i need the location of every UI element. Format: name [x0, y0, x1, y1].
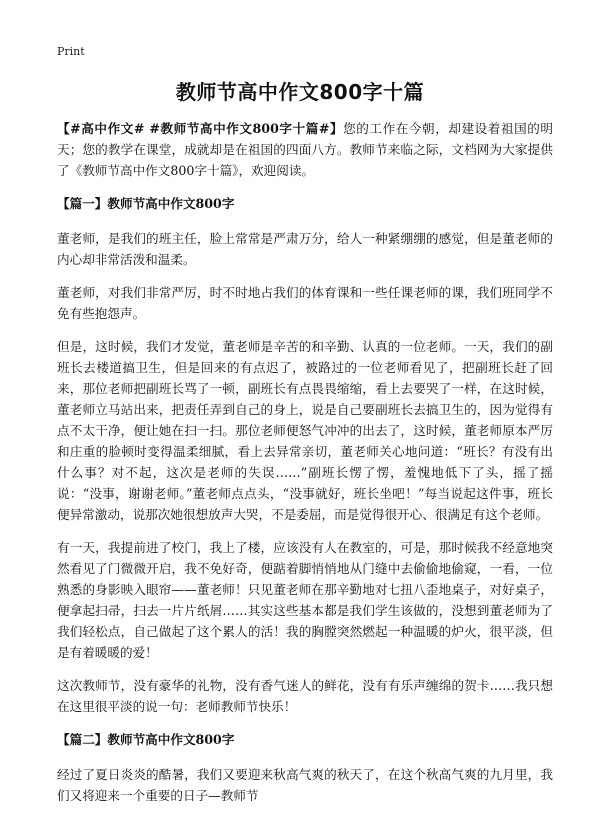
- paragraph: 董老师，对我们非常严厉，时不时地占我们的体育课和一些任课老师的课，我们班同学不免有些抱怨声。: [57, 285, 553, 321]
- article-body: [57, 118, 553, 818]
- page-title: 教师节高中作文800字十篇: [175, 80, 425, 104]
- print-label: Print: [57, 45, 85, 58]
- paragraph: 经过了夏日炎炎的酷暑，我们又要迎来秋高气爽的秋天了，在这个秋高气爽的九月里，我们又将迎来一个重要的日子—教师节: [57, 767, 553, 803]
- intro-paragraph: [57, 118, 553, 181]
- paragraph: 董老师，是我们的班主任，脸上常常是严肃万分，给人一种紧绷绷的感觉，但是董老师的内心却非常活泼和温柔。: [57, 231, 553, 267]
- paragraph: 这次教师节，没有豪华的礼物，没有香气迷人的鲜花，没有有乐声缠绵的贺卡……我只想在这里很平淡的说一句：老师教师节快乐！: [57, 678, 553, 714]
- intro-text: 您的工作在今朝，却建设着祖国的明天；您的教学在课堂，成就却是在祖国的四面八方。教师节来临之际，文档网为大家提供了《教师节高中作文800字十篇》，欢迎阅读。: [57, 121, 554, 178]
- paragraph: 但是，这时候，我们才发觉，董老师是辛苦的和辛勤、认真的一位老师。一天，我们的副班长去楼道搞卫生，但是回来的有点迟了，被路过的一位老师看见了，把副班长赶了回来，那位老师把副班长骂了一顿，副班长有点畏畏缩缩，看上去要哭了一样，在这时候，董老师立马站出来，把责任弄到自己的身上，说是自己要副班长去搞卫生的，因为觉得有点不太干净，便让她在扫一扫。那位老师便怒气冲冲的出去了，这时候，董老师原本严厉和庄重的脸顿时变得温柔细腻，看上去异常亲切，董老师关心地问道：“班长？有没有出什么事？对不起，这次是老师的失误……”副班长愣了愣，羞愧地低下了头，摇了摇说：“没事，谢谢老师。”董老师点点头，“没事就好，班长坐吧！”每当说起这件事，班长便异常激动，说那次她很想放声大哭，不是委屈，而是觉得很开心、很满足有这个老师。: [57, 339, 553, 522]
- intro-tag: 【#高中作文# #教师节高中作文800字十篇#】: [57, 121, 344, 136]
- section-heading-1: 【篇一】教师节高中作文800字: [57, 196, 235, 211]
- paragraph: 有一天，我提前进了校门，我上了楼，应该没有人在教室的，可是，那时候我不经意地突然看见了门微微开启，我不免好奇，便踮着脚悄悄地从门缝中去偷偷地偷窥，一看，一位熟悉的身影映入眼帘——董老师！只见董老师在那辛勤地对七扭八歪地桌子，对好桌子，便拿起扫帚，扫去一片片纸屑……其实这些基本都是我们学生该做的，没想到董老师为了我们轻松点，自己做起了这个累人的活！我的胸膛突然燃起一种温暖的炉火，很平淡，但是有着暖暖的爱！: [57, 540, 553, 660]
- section-heading-2: 【篇二】教师节高中作文800字: [57, 732, 235, 747]
